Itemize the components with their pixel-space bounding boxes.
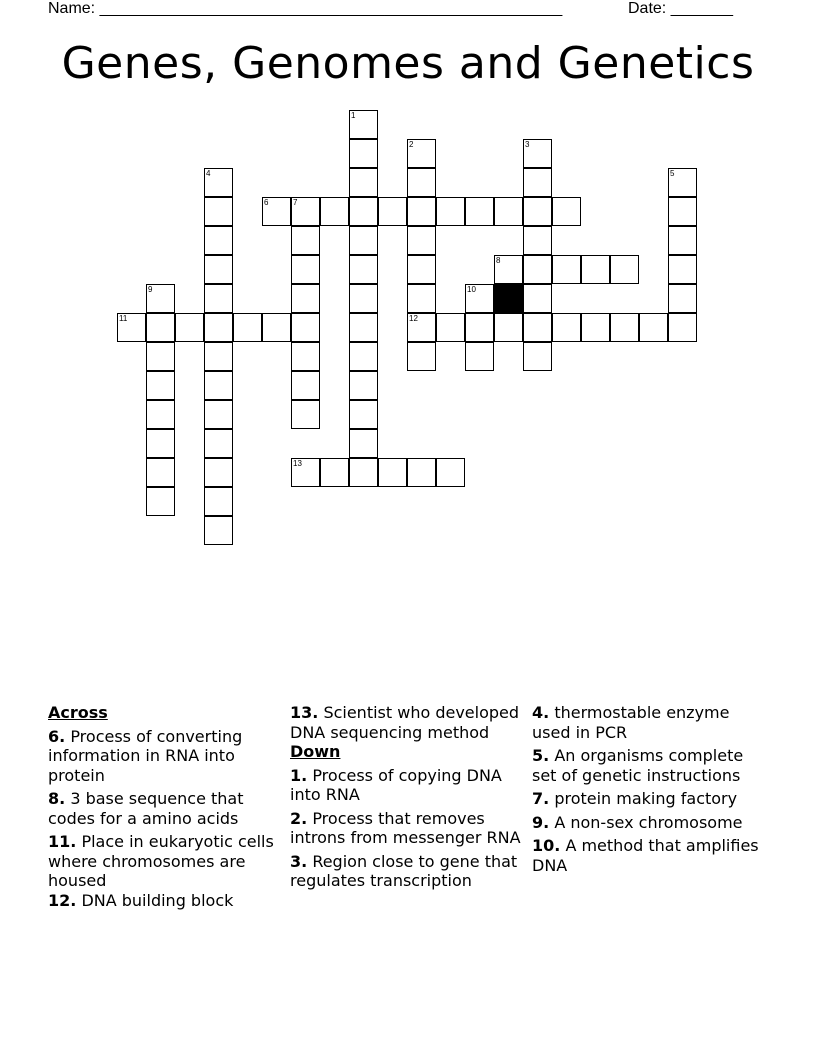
crossword-cell[interactable] bbox=[146, 371, 175, 400]
across-heading: Across bbox=[48, 703, 108, 722]
crossword-cell[interactable] bbox=[465, 284, 494, 313]
crossword-cell[interactable] bbox=[204, 255, 233, 284]
crossword-cell[interactable] bbox=[204, 429, 233, 458]
clue-text: Process of copying DNA into RNA bbox=[290, 765, 502, 804]
crossword-cell[interactable] bbox=[494, 313, 523, 342]
clue-number: 1. bbox=[290, 765, 308, 785]
down-heading: Down bbox=[290, 742, 341, 761]
clue-text: 3 base sequence that codes for a amino acids bbox=[48, 789, 244, 828]
crossword-cell[interactable] bbox=[407, 313, 436, 342]
crossword-cell[interactable] bbox=[262, 313, 291, 342]
crossword-cell[interactable] bbox=[204, 197, 233, 226]
crossword-cell[interactable] bbox=[349, 139, 378, 168]
crossword-cell[interactable] bbox=[349, 110, 378, 139]
name-field[interactable]: Name: ____________________________________________________ bbox=[48, 0, 563, 17]
crossword-cell[interactable] bbox=[407, 342, 436, 371]
clue-number-label: 6 bbox=[264, 198, 269, 207]
clue-text: A method that amplifies DNA bbox=[532, 836, 759, 875]
crossword-cell[interactable] bbox=[407, 284, 436, 313]
clue-number: 11. bbox=[48, 832, 77, 851]
crossword-cell[interactable] bbox=[668, 197, 697, 226]
crossword-cell[interactable] bbox=[436, 197, 465, 226]
crossword-cell[interactable] bbox=[349, 226, 378, 255]
crossword-cell[interactable] bbox=[523, 226, 552, 255]
crossword-cell[interactable] bbox=[349, 458, 378, 487]
clue-column-2 bbox=[290, 703, 526, 891]
crossword-cell[interactable] bbox=[349, 342, 378, 371]
crossword-cell[interactable] bbox=[407, 226, 436, 255]
clue-down-7 bbox=[532, 789, 768, 809]
clue-number-label: 11 bbox=[119, 314, 128, 323]
crossword-cell[interactable] bbox=[146, 458, 175, 487]
crossword-cell[interactable] bbox=[552, 313, 581, 342]
clue-text: thermostable enzyme used in PCR bbox=[532, 703, 730, 742]
crossword-cell[interactable] bbox=[291, 284, 320, 313]
clue-number: 6. bbox=[48, 726, 66, 746]
crossword-cell[interactable] bbox=[204, 226, 233, 255]
clue-text: protein making factory bbox=[554, 789, 738, 808]
crossword-cell[interactable] bbox=[407, 168, 436, 197]
crossword-cell[interactable] bbox=[407, 255, 436, 284]
clue-across-6 bbox=[48, 727, 286, 786]
crossword-cell[interactable] bbox=[349, 197, 378, 226]
crossword-cell[interactable] bbox=[291, 371, 320, 400]
clue-down-5 bbox=[532, 746, 768, 785]
clue-number: 5. bbox=[532, 746, 550, 765]
clue-number-label: 1 bbox=[351, 111, 356, 120]
clue-across-12 bbox=[48, 891, 286, 911]
crossword-cell[interactable] bbox=[349, 313, 378, 342]
clue-number-label: 4 bbox=[206, 169, 211, 178]
crossword-cell[interactable] bbox=[291, 400, 320, 429]
crossword-cell[interactable] bbox=[349, 168, 378, 197]
crossword-cell[interactable] bbox=[436, 458, 465, 487]
clue-text: Process that removes introns from messenger RNA bbox=[290, 808, 521, 847]
crossword-cell[interactable] bbox=[146, 284, 175, 313]
clue-down-9 bbox=[532, 813, 768, 833]
crossword-cell[interactable] bbox=[668, 284, 697, 313]
clue-number-label: 2 bbox=[409, 140, 414, 149]
clue-number: 13. bbox=[290, 703, 319, 722]
crossword-cell[interactable] bbox=[320, 197, 349, 226]
crossword-cell[interactable] bbox=[262, 197, 291, 226]
crossword-cell[interactable] bbox=[291, 458, 320, 487]
clue-across-8 bbox=[48, 789, 286, 828]
clue-number-label: 5 bbox=[670, 169, 675, 178]
clue-number: 9. bbox=[532, 812, 550, 832]
crossword-cell[interactable] bbox=[146, 313, 175, 342]
crossword-cell[interactable] bbox=[639, 313, 668, 342]
crossword-cell[interactable] bbox=[291, 313, 320, 342]
crossword-cell[interactable] bbox=[610, 255, 639, 284]
clue-text: Scientist who developed DNA sequencing method bbox=[290, 703, 520, 742]
clue-number-label: 7 bbox=[293, 198, 298, 207]
crossword-cell[interactable] bbox=[523, 197, 552, 226]
crossword-cell[interactable] bbox=[146, 487, 175, 516]
crossword-cell[interactable] bbox=[204, 400, 233, 429]
crossword-cell[interactable] bbox=[436, 313, 465, 342]
crossword-cell[interactable] bbox=[349, 400, 378, 429]
clue-number-label: 8 bbox=[496, 256, 501, 265]
crossword-cell[interactable] bbox=[204, 342, 233, 371]
date-field[interactable]: Date: _______ bbox=[628, 0, 733, 17]
crossword-cell[interactable] bbox=[465, 342, 494, 371]
crossword-cell[interactable] bbox=[668, 255, 697, 284]
crossword-cell[interactable] bbox=[610, 313, 639, 342]
crossword-cell[interactable] bbox=[204, 487, 233, 516]
crossword-cell[interactable] bbox=[349, 255, 378, 284]
crossword-cell[interactable] bbox=[494, 197, 523, 226]
crossword-cell[interactable] bbox=[291, 226, 320, 255]
crossword-cell[interactable] bbox=[233, 313, 262, 342]
crossword-cell[interactable] bbox=[668, 313, 697, 342]
crossword-cell[interactable] bbox=[668, 226, 697, 255]
clue-down-2 bbox=[290, 809, 526, 848]
clue-number: 3. bbox=[290, 851, 308, 871]
crossword-cell[interactable] bbox=[552, 255, 581, 284]
clue-text: Place in eukaryotic cells where chromosomes are housed bbox=[48, 832, 274, 890]
crossword-cell[interactable] bbox=[291, 342, 320, 371]
crossword-cell[interactable] bbox=[117, 313, 146, 342]
crossword-cell[interactable] bbox=[465, 197, 494, 226]
clue-number: 10. bbox=[532, 836, 561, 855]
crossword-cell[interactable] bbox=[291, 255, 320, 284]
puzzle-title: Genes, Genomes and Genetics bbox=[61, 38, 755, 89]
crossword-cell[interactable] bbox=[204, 458, 233, 487]
crossword-cell[interactable] bbox=[378, 458, 407, 487]
clue-number: 12. bbox=[48, 890, 77, 910]
crossword-cell[interactable] bbox=[204, 284, 233, 313]
clue-number: 4. bbox=[532, 703, 550, 722]
clue-column-1 bbox=[48, 703, 286, 910]
blocked-cell bbox=[494, 284, 523, 313]
crossword-cell[interactable] bbox=[204, 371, 233, 400]
clue-number-label: 13 bbox=[293, 459, 302, 468]
crossword-cell[interactable] bbox=[523, 284, 552, 313]
clue-text: An organisms complete set of genetic instructions bbox=[532, 746, 744, 785]
clue-down-4 bbox=[532, 703, 768, 742]
clue-across-13 bbox=[290, 703, 526, 742]
crossword-cell[interactable] bbox=[523, 139, 552, 168]
crossword-cell[interactable] bbox=[204, 313, 233, 342]
clue-down-1 bbox=[290, 766, 526, 805]
crossword-cell[interactable] bbox=[552, 197, 581, 226]
crossword-cell[interactable] bbox=[146, 342, 175, 371]
crossword-cell[interactable] bbox=[175, 313, 204, 342]
crossword-cell[interactable] bbox=[494, 255, 523, 284]
clue-down-3 bbox=[290, 852, 526, 891]
crossword-cell[interactable] bbox=[523, 313, 552, 342]
clue-number-label: 10 bbox=[467, 285, 476, 294]
crossword-cell[interactable] bbox=[204, 168, 233, 197]
crossword-cell[interactable] bbox=[581, 313, 610, 342]
clue-number: 8. bbox=[48, 789, 66, 808]
crossword-cell[interactable] bbox=[378, 197, 407, 226]
clue-across-11 bbox=[48, 832, 286, 891]
clue-column-3 bbox=[532, 703, 768, 875]
crossword-cell[interactable] bbox=[349, 429, 378, 458]
crossword-cell[interactable] bbox=[407, 197, 436, 226]
clue-number-label: 9 bbox=[148, 285, 153, 294]
crossword-cell[interactable] bbox=[668, 168, 697, 197]
clue-text: A non-sex chromosome bbox=[554, 812, 743, 832]
crossword-cell[interactable] bbox=[204, 516, 233, 545]
clue-number: 2. bbox=[290, 808, 308, 828]
crossword-cell[interactable] bbox=[523, 168, 552, 197]
clue-text: Process of converting information in RNA into protein bbox=[48, 726, 243, 785]
crossword-cell[interactable] bbox=[146, 429, 175, 458]
crossword-cell[interactable] bbox=[320, 458, 349, 487]
clue-number-label: 12 bbox=[409, 314, 418, 323]
crossword-cell[interactable] bbox=[349, 284, 378, 313]
clue-number: 7. bbox=[532, 789, 550, 808]
crossword-cell[interactable] bbox=[523, 342, 552, 371]
crossword-cell[interactable] bbox=[523, 255, 552, 284]
crossword-cell[interactable] bbox=[349, 371, 378, 400]
crossword-cell[interactable] bbox=[465, 313, 494, 342]
clue-text: Region close to gene that regulates transcription bbox=[290, 851, 518, 890]
clue-number-label: 3 bbox=[525, 140, 530, 149]
crossword-cell[interactable] bbox=[407, 139, 436, 168]
clue-down-10 bbox=[532, 836, 768, 875]
clue-text: DNA building block bbox=[81, 890, 234, 910]
crossword-cell[interactable] bbox=[407, 458, 436, 487]
crossword-cell[interactable] bbox=[291, 197, 320, 226]
crossword-cell[interactable] bbox=[146, 400, 175, 429]
crossword-cell[interactable] bbox=[581, 255, 610, 284]
